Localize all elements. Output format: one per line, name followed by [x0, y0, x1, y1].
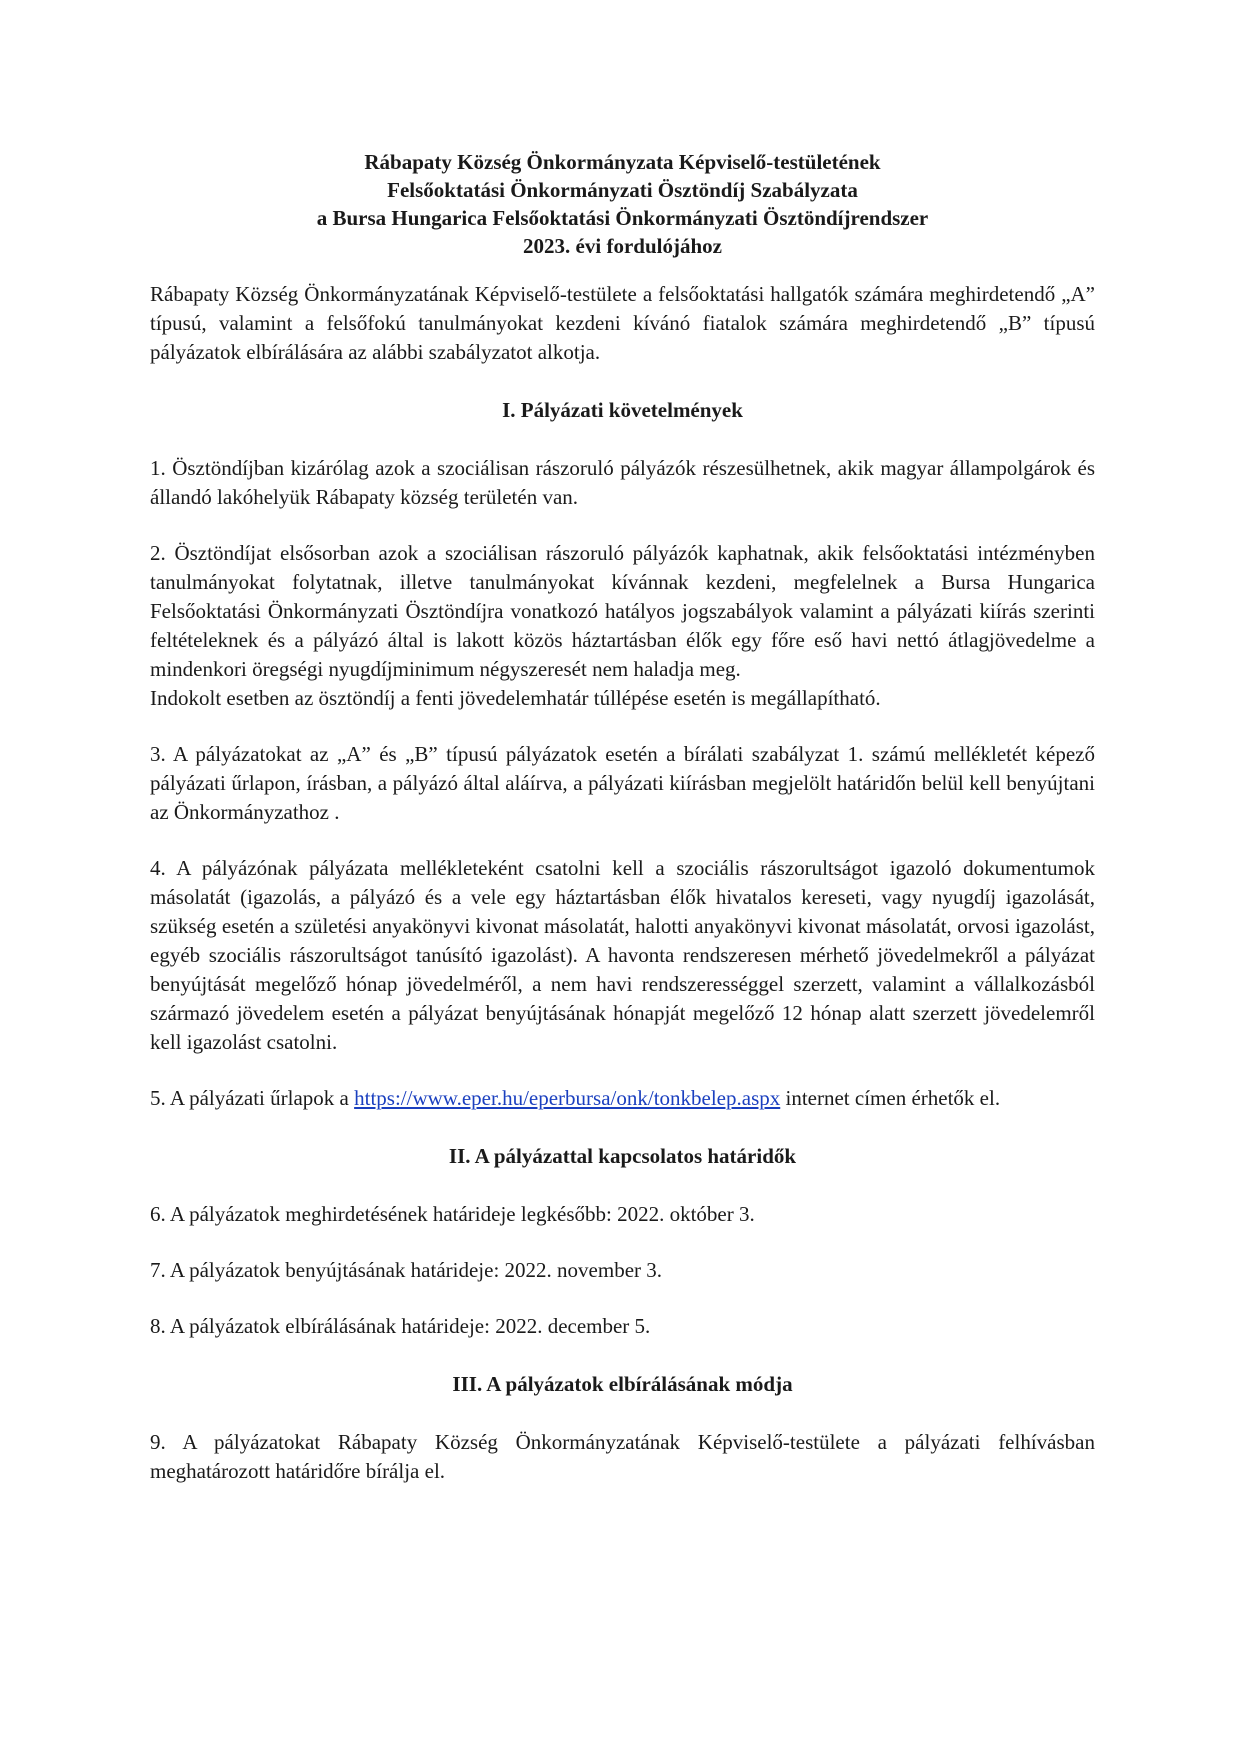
paragraph-5 [150, 1084, 1095, 1113]
paragraph-6: 6. A pályázatok meghirdetésének határideje legkésőbb: 2022. október 3. [150, 1202, 755, 1226]
paragraph-5-text-after: internet címen érhetők el. [780, 1086, 1001, 1110]
paragraph-8: 8. A pályázatok elbírálásának határideje: 2022. december 5. [150, 1314, 651, 1338]
title-line-1: Rábapaty Község Önkormányzata Képviselő-testületének [364, 150, 881, 174]
paragraph-7: 7. A pályázatok benyújtásának határideje: 2022. november 3. [150, 1258, 663, 1282]
paragraph-9: 9. A pályázatokat Rábapaty Község Önkormányzatának Képviselő-testülete a pályázati felhívásban meghatározott határidőre bírálja el. [150, 1430, 1095, 1483]
title-line-3: a Bursa Hungarica Felsőoktatási Önkormányzati Ösztöndíjrendszer [316, 206, 929, 230]
intro-paragraph: Rábapaty Község Önkormányzatának Képviselő-testülete a felsőoktatási hallgatók számára meghirdetendő „A” típusú, valamint a felsőfokú tanulmányokat kezdeni kívánó fiatalok számára meghirdetendő „B” típusú pályázatok elbírálására az alábbi szabályzatot alkotja. [150, 282, 1095, 364]
paragraph-1: 1. Ösztöndíjban kizárólag azok a szociálisan rászoruló pályázók részesülhetnek, akik magyar állampolgárok és állandó lakóhelyük Rábapaty község területén van. [150, 456, 1095, 509]
paragraph-5-text-before: 5. A pályázati űrlapok a [150, 1086, 355, 1110]
paragraph-4: 4. A pályázónak pályázata mellékleteként csatolni kell a szociális rászorultságot igazoló dokumentumok másolatát (igazolás, a pályázó és a vele egy háztartásban élők hivatalos kereseti, vagy nyugdíj igazolását, szükség esetén a születési anyakönyvi kivonat másolatát, halotti anyakönyvi kivonat másolatát, orvosi igazolást, egyéb szociális rászorultságot tanúsító igazolást). A havonta rendszeresen mérhető jövedelmekről a pályázat benyújtását megelőző hónap jövedelméről, a nem havi rendszerességgel szerzett, valamint a vállalkozásból származó jövedelem esetén a pályázat benyújtásának hónapját megelőző 12 hónap alatt szerzett jövedelemről kell igazolást csatolni. [150, 856, 1095, 1054]
paragraph-3: 3. A pályázatokat az „A” és „B” típusú pályázatok esetén a bírálati szabályzat 1. számú mellékletét képező pályázati űrlapon, írásban, a pályázó által aláírva, a pályázati kiírásban megjelölt határidőn belül kell benyújtani az Önkormányzathoz . [150, 742, 1095, 824]
eper-form-link[interactable]: https://www.eper.hu/eperbursa/onk/tonkbelep.aspx [354, 1086, 781, 1110]
paragraph-2-note: Indokolt esetben az ösztöndíj a fenti jövedelemhatár túllépése esetén is megállapítható. [150, 686, 881, 710]
document-page [150, 148, 1095, 1486]
title-line-4: 2023. évi fordulójához [523, 234, 722, 258]
document-title [150, 148, 1095, 260]
section-3-heading: III. A pályázatok elbírálásának módja [452, 1372, 793, 1396]
section-2-heading: II. A pályázattal kapcsolatos határidők [448, 1144, 797, 1168]
section-1-heading: I. Pályázati követelmények [502, 398, 743, 422]
title-line-2: Felsőoktatási Önkormányzati Ösztöndíj Szabályzata [387, 178, 858, 202]
paragraph-2: 2. Ösztöndíjat elsősorban azok a szociálisan rászoruló pályázók kaphatnak, akik felsőoktatási intézményben tanulmányokat folytatnak, illetve tanulmányokat kívánnak kezdeni, megfelelnek a Bursa Hungarica Felsőoktatási Önkormányzati Ösztöndíjra vonatkozó hatályos jogszabályok valamint a pályázati kiírás szerinti feltételeknek és a pályázó által is lakott közös háztartásban élők egy főre eső havi nettó átlagjövedelme a mindenkori öregségi nyugdíjminimum négyszeresét nem haladja meg. [150, 541, 1095, 681]
